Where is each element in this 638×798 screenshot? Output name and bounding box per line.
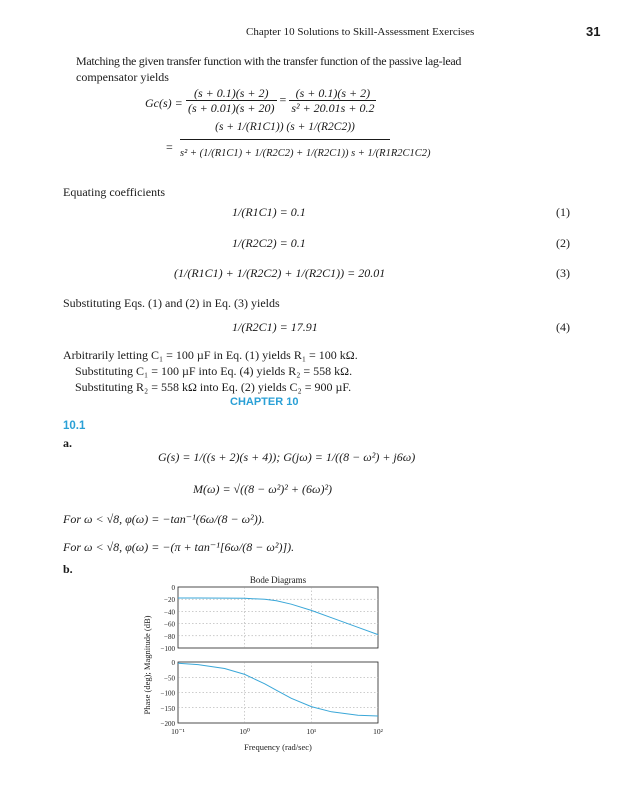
gc-form2-den: s² + (1/(R1C1) + 1/(R2C2) + 1/(R2C1)) s + 1/(R1R2C1C2)	[180, 148, 431, 159]
x-tick-labels	[171, 727, 383, 736]
eq-phi-1: For ω < √8, φ(ω) = −tan⁻¹(6ω/(8 − ω²)).	[63, 512, 265, 526]
eq-2-number: (2)	[556, 236, 570, 250]
phase-ytick-label: −200	[160, 720, 175, 728]
eq-phi-2: For ω < √8, φ(ω) = −(π + tan⁻¹[6ω/(8 − ω²)]).	[63, 540, 295, 554]
eq-1-number: (1)	[556, 205, 570, 219]
eq-g: G(s) = 1/((s + 2)(s + 4)); G(jω) = 1/((8 − ω²) + j6ω)	[158, 450, 416, 464]
gc-lhs: Gc(s) =	[145, 96, 183, 110]
chapter-heading: CHAPTER 10	[230, 396, 299, 408]
y-axis-label: Phase (deg); Magnitude (dB)	[142, 615, 152, 715]
running-header: Chapter 10 Solutions to Skill-Assessment Exercises	[246, 26, 475, 38]
arbitrary-line-3: Substituting R₂ = 558 kΩ into Eq. (2) yields C₂ = 900 µF.	[75, 380, 352, 394]
eq-1: 1/(R1C1) = 0.1	[232, 205, 306, 219]
magnitude-curve	[178, 598, 378, 635]
magnitude-frame	[178, 587, 378, 648]
chart-title: Bode Diagrams	[249, 575, 307, 585]
phase-panel	[161, 659, 378, 728]
eq-m: M(ω) = √((8 − ω²)² + (6ω)²)	[193, 482, 333, 496]
gc-eq-sign: =	[279, 92, 287, 107]
eq-2: 1/(R2C2) = 0.1	[232, 236, 306, 250]
intro-line-1: Matching the given transfer function with the transfer function of the passive lag-lead	[76, 54, 462, 68]
equating-text: Equating coefficients	[63, 185, 166, 199]
x-tick-label: 10¹	[306, 727, 317, 736]
substituting-text: Substituting Eqs. (1) and (2) in Eq. (3) yields	[63, 296, 280, 310]
x-tick-label: 10⁰	[239, 727, 250, 736]
eq-4-number: (4)	[556, 320, 570, 334]
eq-3: (1/(R1C1) + 1/(R2C2) + 1/(R2C1)) = 20.01	[174, 266, 386, 280]
phase-ytick-label: −100	[160, 689, 175, 698]
phase-ytick-label: −50	[164, 674, 175, 683]
magnitude-ytick-label: −100	[160, 645, 175, 653]
magnitude-ytick-label: −80	[164, 632, 175, 641]
arbitrary-line-2: Substituting C₁ = 100 µF into Eq. (4) yields R₂ = 558 kΩ.	[75, 364, 353, 378]
magnitude-ytick-label: −60	[164, 620, 175, 629]
section-number: 10.1	[63, 420, 86, 432]
page-number: 31	[586, 24, 601, 39]
eq-4: 1/(R2C1) = 17.91	[232, 320, 318, 334]
part-a-label: a.	[63, 436, 72, 450]
phase-ytick-label: 0	[171, 659, 175, 667]
eq-3-number: (3)	[556, 266, 570, 280]
gc-form2-num: (s + 1/(R1C1)) (s + 1/(R2C2))	[215, 121, 355, 133]
phase-curve	[178, 663, 378, 716]
gc-eq-sign-2: =	[166, 140, 173, 154]
gc-frac-1	[186, 86, 376, 115]
gc-num-1: (s + 0.1)(s + 2)	[186, 86, 277, 101]
magnitude-ytick-label: −20	[164, 596, 175, 605]
gc-num-2: (s + 0.1)(s + 2)	[289, 86, 376, 101]
part-b-label: b.	[63, 562, 73, 576]
gc-form-2	[180, 115, 431, 168]
arbitrary-line-1: Arbitrarily letting C₁ = 100 µF in Eq. (1) yields R₁ = 100 kΩ.	[63, 348, 358, 362]
phase-ytick-label: −150	[160, 704, 175, 713]
magnitude-ytick-label: 0	[171, 584, 175, 592]
gc-den-1: (s + 0.01)(s + 20)	[188, 101, 275, 115]
magnitude-panel	[161, 584, 378, 653]
intro-line-2: compensator yields	[76, 70, 169, 84]
x-tick-label: 10²	[373, 727, 383, 736]
x-tick-label: 10⁻¹	[171, 727, 185, 736]
bode-chart	[130, 570, 400, 755]
x-axis-label: Frequency (rad/sec)	[244, 742, 312, 752]
magnitude-ytick-label: −40	[164, 608, 175, 617]
gc-den-2: s² + 20.01s + 0.2	[291, 101, 375, 115]
